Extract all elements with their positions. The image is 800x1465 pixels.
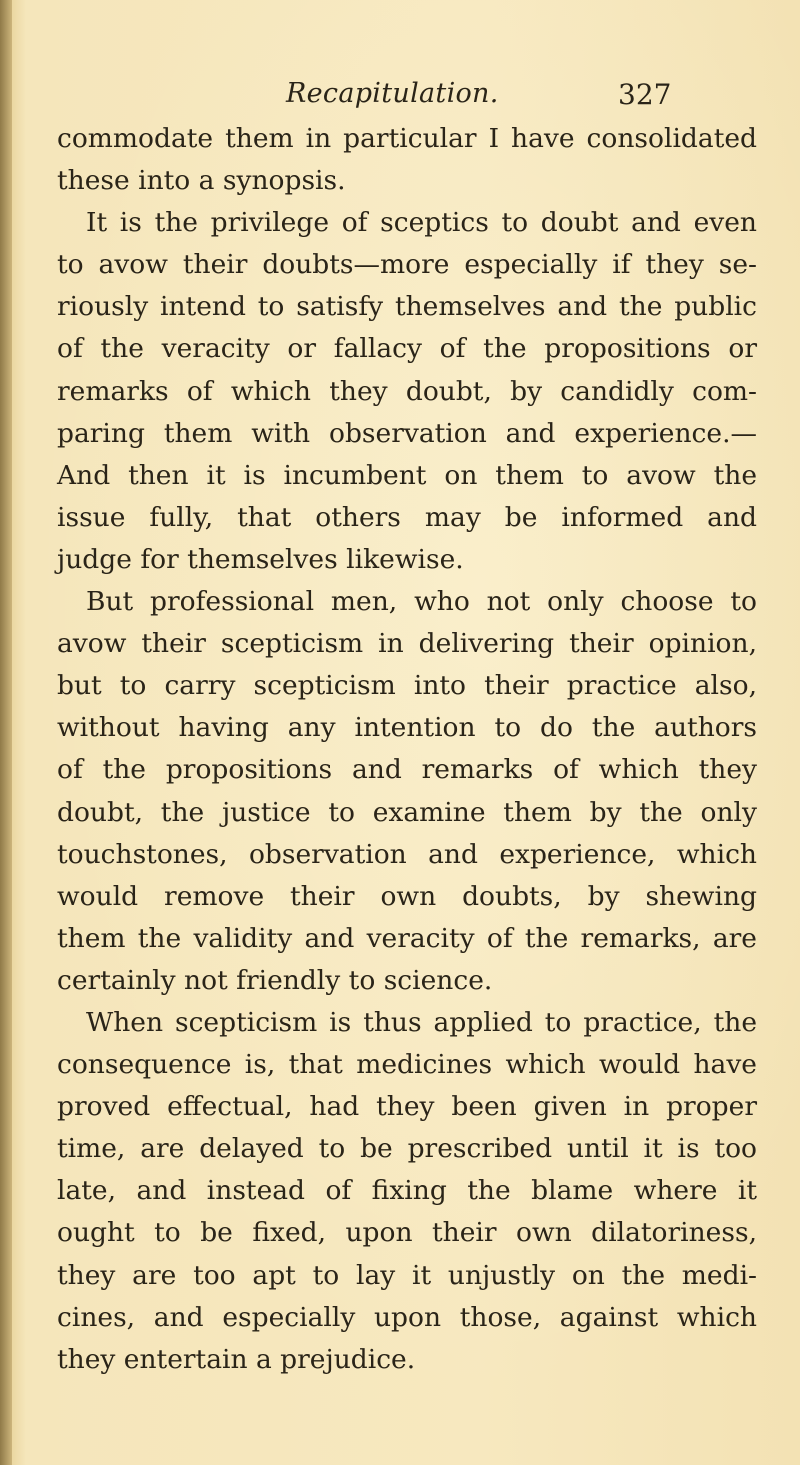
text-line: paring them with observation and experience.— [57, 417, 757, 449]
text-line: judge for themselves likewise. [57, 543, 464, 575]
text-line: commodate them in particular I have consolidated [57, 123, 757, 154]
paragraph-start-line: It is the privilege of sceptics to doubt and even [86, 207, 757, 239]
text-line: avow their scepticism in delivering their opinion, [57, 628, 757, 660]
text-line: ought to be fixed, upon their own dilatoriness, [57, 1217, 757, 1249]
text-line: would remove their own doubts, by shewing [57, 880, 757, 912]
page-gutter-shadow [0, 0, 12, 1465]
text-line: remarks of which they doubt, by candidly com- [57, 375, 757, 407]
text-line: late, and instead of fixing the blame where it [57, 1175, 757, 1207]
text-line: And then it is incumbent on them to avow the [57, 459, 757, 491]
text-line: proved effectual, had they been given in proper [57, 1091, 757, 1123]
body-text [57, 118, 757, 1381]
running-title: Recapitulation. [286, 78, 499, 109]
text-line: they are too apt to lay it unjustly on the medi- [57, 1259, 757, 1291]
page-number: 327 [618, 78, 672, 111]
text-line: without having any intention to do the authors [57, 712, 757, 744]
running-head [0, 78, 800, 118]
text-line: these into a synopsis. [57, 165, 346, 197]
paragraph-start-line: When scepticism is thus applied to practice, the [86, 1006, 757, 1038]
paragraph-start-line: But professional men, who not only choose to [86, 586, 757, 618]
text-line: issue fully, that others may be informed and [57, 501, 757, 533]
text-line: but to carry scepticism into their practice also, [57, 670, 757, 702]
text-line: of the propositions and remarks of which they [57, 754, 757, 786]
text-line: consequence is, that medicines which would have [57, 1049, 757, 1081]
text-line: of the veracity or fallacy of the propositions or [57, 333, 757, 365]
text-line: them the validity and veracity of the remarks, are [57, 922, 757, 954]
text-line: time, are delayed to be prescribed until it is too [57, 1133, 757, 1165]
text-line: riously intend to satisfy themselves and the public [57, 291, 757, 323]
text-line: they entertain a prejudice. [57, 1343, 416, 1375]
text-line: to avow their doubts—more especially if they se- [57, 249, 757, 281]
text-line: cines, and especially upon those, against which [57, 1301, 757, 1333]
text-line: certainly not friendly to science. [57, 964, 493, 996]
text-line: touchstones, observation and experience, which [57, 838, 757, 870]
text-line: doubt, the justice to examine them by the only [57, 796, 757, 828]
